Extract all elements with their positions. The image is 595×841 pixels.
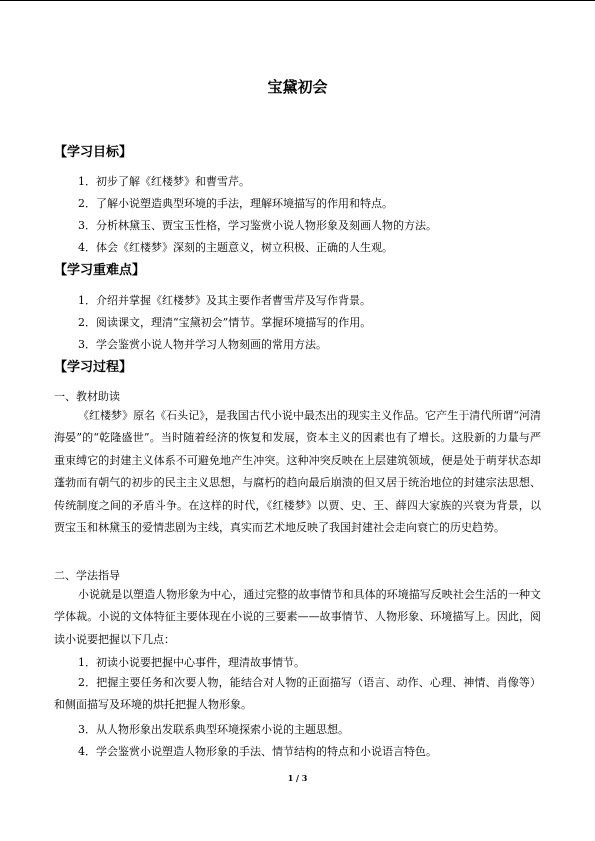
- goal-item: 4．体会《红楼梦》深刻的主题意义，树立积极、正确的人生观。: [78, 241, 393, 254]
- method-item: 4．学会鉴赏小说塑造人物形象的手法、情节结构的特点和小说语言特色。: [78, 745, 437, 758]
- goal-item: 1．初步了解《红楼梦》和曹雪芹。: [78, 175, 250, 188]
- key-point-item: 1．介绍并掌握《红楼梦》及其主要作者曹雪芹及写作背景。: [78, 294, 371, 307]
- method-item: 3．从人物形象出发联系典型环境探索小说的主题思想。: [78, 723, 349, 736]
- key-point-item: 2．阅读课文，理清“宝黛初会”情节。掌握环境描写的作用。: [78, 316, 372, 329]
- page-number: 1 / 3: [287, 773, 308, 783]
- method-item: 2．把握主要任务和次要人物，能结合对人物的正面描写（语言、动作、心理、神情、肖像等）和侧面描写及环境的烘托把握人物形象。: [54, 676, 541, 712]
- method-item: 1．初读小说要把握中心事件，理清故事情节。: [78, 656, 305, 669]
- section-heading-key-points: 【学习重难点】: [54, 263, 146, 278]
- document-title: 宝黛初会: [267, 78, 328, 96]
- subsection-title-materials: 一、教材助读: [54, 390, 120, 403]
- subsection-title-method: 二、学法指导: [54, 569, 120, 582]
- materials-paragraph: 《红楼梦》原名《石头记》，是我国古代小说中最杰出的现实主义作品。它产生于清代所谓“河清海晏”的“乾隆盛世”。当时随着经济的恢复和发展，资本主义的因素也有了增长。这股新的力量与严重束缚它的封建主义体系不可避免地产生冲突。这种冲突反映在上层建筑领域，便是处于萌芽状态却蓬勃而有朝气的初步的民主主义思想，与腐朽的趋向最后崩溃的但又居于统治地位的封建宗法思想、传统制度之间的矛盾斗争。在这样的时代，《红楼梦》以贾、史、王、薛四大家族的兴衰为背景，以贾宝玉和林黛玉的爱情悲剧为主线，真实而艺术地反映了我国封建社会走向衰亡的历史趋势。: [54, 409, 541, 535]
- top-rule: [0, 0, 595, 1]
- goal-item: 2．了解小说塑造典型环境的手法，理解环境描写的作用和特点。: [78, 197, 393, 210]
- goal-item: 3．分析林黛玉、贾宝玉性格，学习鉴赏小说人物形象及刻画人物的方法。: [78, 219, 437, 232]
- method-paragraph: 小说就是以塑造人物形象为中心，通过完整的故事情节和具体的环境描写反映社会生活的一种文学体裁。小说的文体特征主要体现在小说的三要素——故事情节、人物形象、环境描写上。因此，阅读小说要把握以下几点：: [54, 588, 541, 646]
- section-heading-process: 【学习过程】: [54, 360, 133, 375]
- section-heading-goals: 【学习目标】: [54, 145, 133, 160]
- key-point-item: 3．学会鉴赏小说人物并学习人物刻画的常用方法。: [78, 338, 327, 351]
